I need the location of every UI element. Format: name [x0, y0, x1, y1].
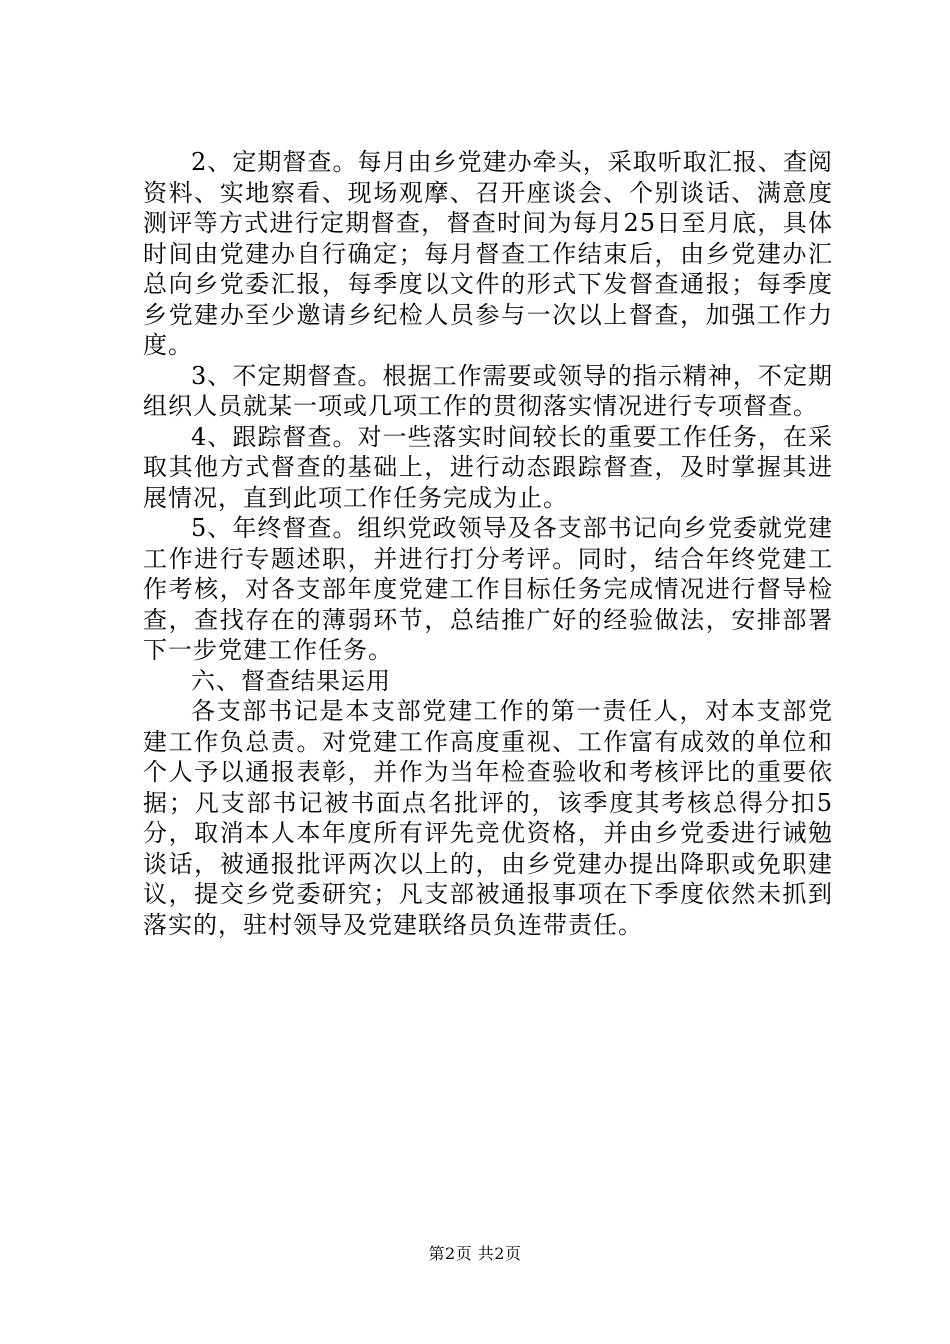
paragraph-periodic-inspection: 2、定期督查。每月由乡党建办牵头，采取听取汇报、查阅资料、实地察看、现场观摩、召开座谈会、个别谈话、满意度测评等方式进行定期督查，督查时间为每月25日至月底，具体时间由党建办自行确定；每月督查工作结束后，由乡党建办汇总向乡党委汇报，每季度以文件的形式下发督查通报；每季度乡党建办至少邀请乡纪检人员参与一次以上督查，加强工作力度。: [143, 148, 833, 359]
section-heading-results-usage: 六、督查结果运用: [191, 666, 391, 695]
document-body: [143, 147, 833, 940]
paragraph-irregular-inspection: 3、不定期督查。根据工作需要或领导的指示精神，不定期组织人员就某一项或几项工作的贯彻落实情况进行专项督查。: [143, 361, 833, 420]
paragraph-tracking-inspection: 4、跟踪督查。对一些落实时间较长的重要工作任务，在采取其他方式督查的基础上，进行动态跟踪督查，及时掌握其进展情况，直到此项工作任务完成为止。: [143, 422, 833, 512]
page-number-footer: 第2页 共2页: [428, 1244, 522, 1263]
paragraph-year-end-inspection: 5、年终督查。组织党政领导及各支部书记向乡党委就党建工作进行专题述职，并进行打分考评。同时，结合年终党建工作考核，对各支部年度党建工作目标任务完成情况进行督导检查，查找存在的薄弱环节，总结推广好的经验做法，安排部署下一步党建工作任务。: [143, 514, 833, 664]
paragraph-results-usage: 各支部书记是本支部党建工作的第一责任人，对本支部党建工作负总责。对党建工作高度重视、工作富有成效的单位和个人予以通报表彰，并作为当年检查验收和考核评比的重要依据；凡支部书记被书面点名批评的，该季度其考核总得分扣5分，取消本人本年度所有评先竞优资格，并由乡党委进行诫勉谈话，被通报批评两次以上的，由乡党建办提出降职或免职建议，提交乡党委研究；凡支部被通报事项在下季度依然未抓到落实的，驻村领导及党建联络员负连带责任。: [143, 697, 833, 939]
